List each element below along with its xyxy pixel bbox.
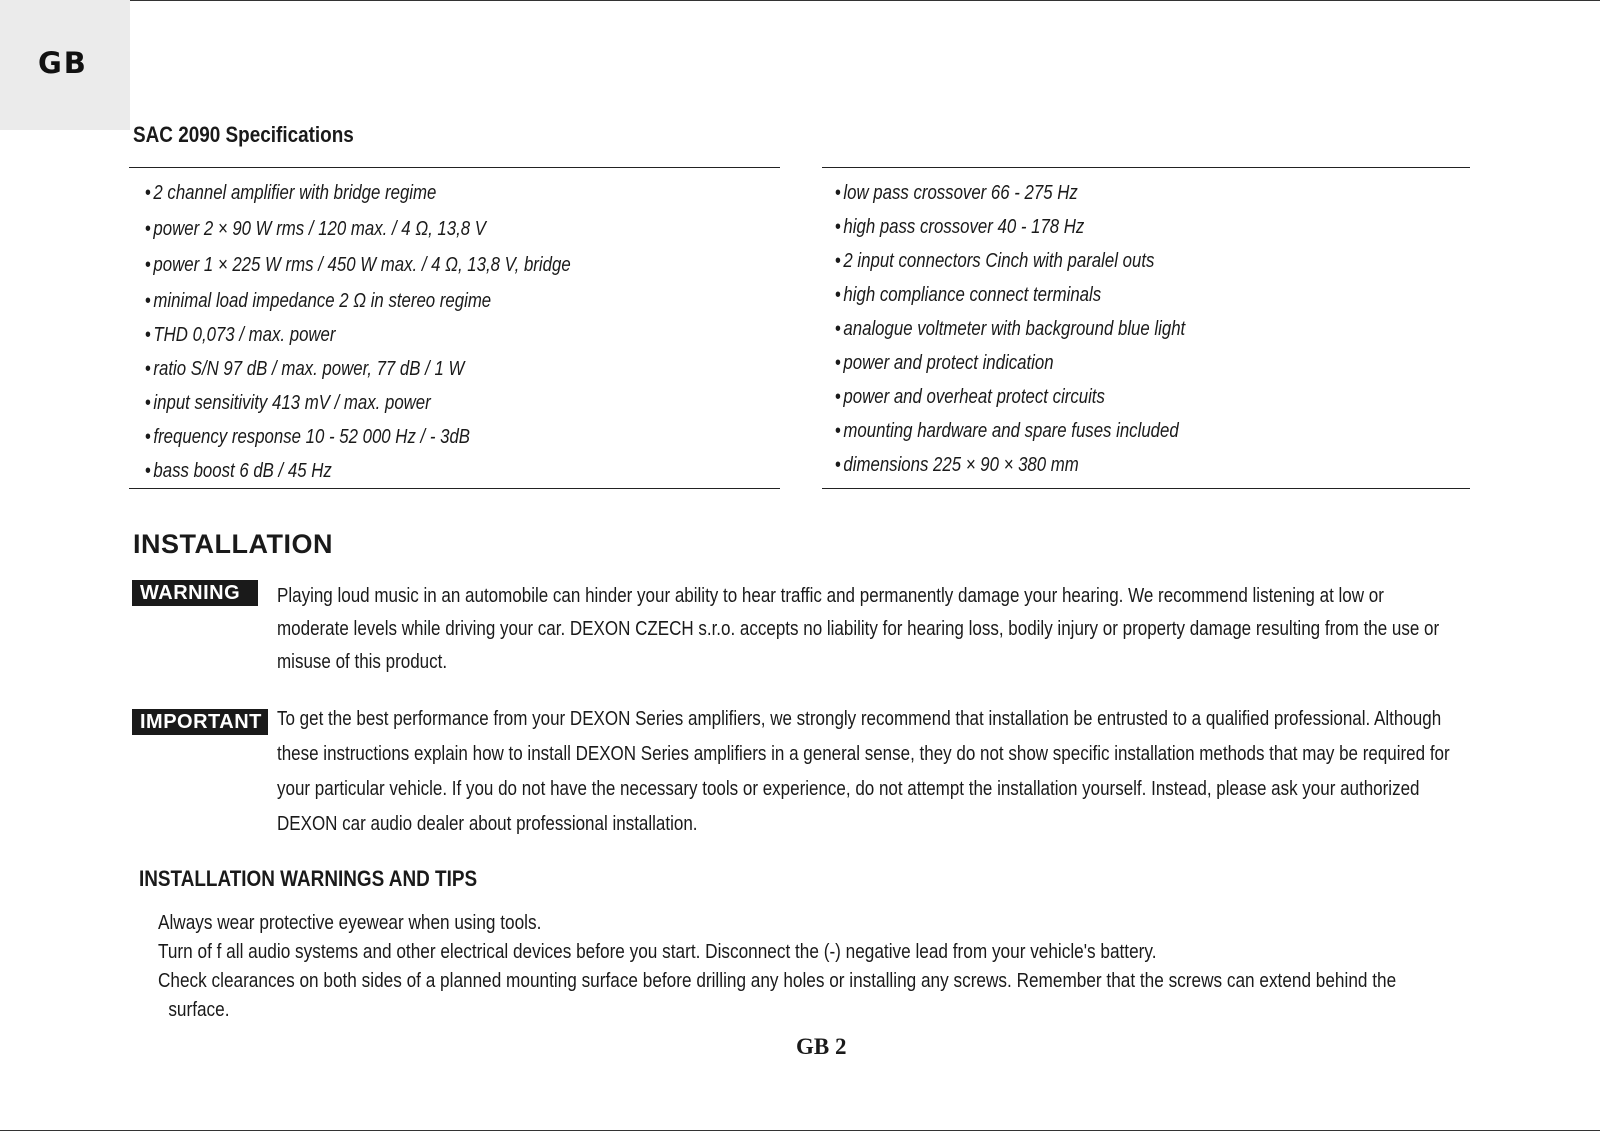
- spec-item: • input sensitivity 413 mV / max. power: [145, 392, 431, 415]
- spec-item: • power 2 × 90 W rms / 120 max. / 4 Ω, 13,8 V: [145, 218, 486, 241]
- page-number: GB 2: [796, 1034, 847, 1059]
- tips-heading: INSTALLATION WARNINGS AND TIPS: [139, 866, 478, 891]
- installation-heading: INSTALLATION: [133, 529, 333, 559]
- specifications-title: SAC 2090 Specifications: [133, 122, 354, 147]
- spec-item: • low pass crossover 66 - 275 Hz: [835, 182, 1078, 205]
- specifications-left-column: [129, 167, 780, 489]
- bottom-rule: [0, 1130, 1600, 1131]
- warning-paragraph: Playing loud music in an automobile can hinder your ability to hear traffic and permanently damage your hearing. We recommend listening at low or moderate levels while driving your car. DEXON CZECH s.r.o. accepts no liability for hearing loss, bodily injury or property damage resulting from the use or misuse of this product.: [277, 585, 1440, 673]
- language-tab: [0, 0, 130, 130]
- spec-item: • power and protect indication: [835, 352, 1054, 375]
- spec-item: • THD 0,073 / max. power: [145, 324, 335, 347]
- top-rule: [128, 0, 1600, 1]
- spec-item: • dimensions 225 × 90 × 380 mm: [835, 454, 1079, 477]
- tip-item: Always wear protective eyewear when using tools.: [158, 912, 542, 934]
- tip-item: surface.: [168, 999, 230, 1021]
- important-badge: IMPORTANT: [132, 709, 268, 735]
- spec-item: • mounting hardware and spare fuses included: [835, 420, 1179, 443]
- tip-item: Turn of f all audio systems and other electrical devices before you start. Disconnect the (-) negative lead from your vehicle's battery.: [158, 941, 1157, 963]
- warning-badge: WARNING: [132, 580, 258, 606]
- spec-item: • minimal load impedance 2 Ω in stereo regime: [145, 290, 491, 313]
- spec-item: • frequency response 10 - 52 000 Hz / - 3dB: [145, 426, 470, 449]
- important-paragraph: To get the best performance from your DEXON Series amplifiers, we strongly recommend that installation be entrusted to a qualified professional. Although these instructions explain how to install DEXON Series amplifiers in a general sense, they do not show specific installation methods that may be required for your particular vehicle. If you do not have the necessary tools or experience, do not attempt the installation yourself. Instead, please ask your authorized DEXON car audio dealer about professional installation.: [277, 708, 1450, 835]
- spec-item: • ratio S/N 97 dB / max. power, 77 dB / 1 W: [145, 358, 464, 381]
- specifications-right-column: [822, 167, 1470, 489]
- language-tab-label: GB: [38, 46, 88, 80]
- tips-list: [158, 909, 1405, 1025]
- spec-item: • high compliance connect terminals: [835, 284, 1101, 307]
- spec-item: • 2 input connectors Cinch with paralel outs: [835, 250, 1154, 273]
- spec-item: • power 1 × 225 W rms / 450 W max. / 4 Ω, 13,8 V, bridge: [145, 254, 571, 277]
- tip-item: Check clearances on both sides of a planned mounting surface before drilling any holes or installing any screws. Remember that the screws can extend behind the: [158, 970, 1397, 992]
- spec-item: • 2 channel amplifier with bridge regime: [145, 182, 436, 205]
- spec-item: • power and overheat protect circuits: [835, 386, 1105, 409]
- spec-item: • high pass crossover 40 - 178 Hz: [835, 216, 1084, 239]
- spec-item: • analogue voltmeter with background blue light: [835, 318, 1185, 341]
- spec-item: • bass boost 6 dB / 45 Hz: [145, 460, 332, 483]
